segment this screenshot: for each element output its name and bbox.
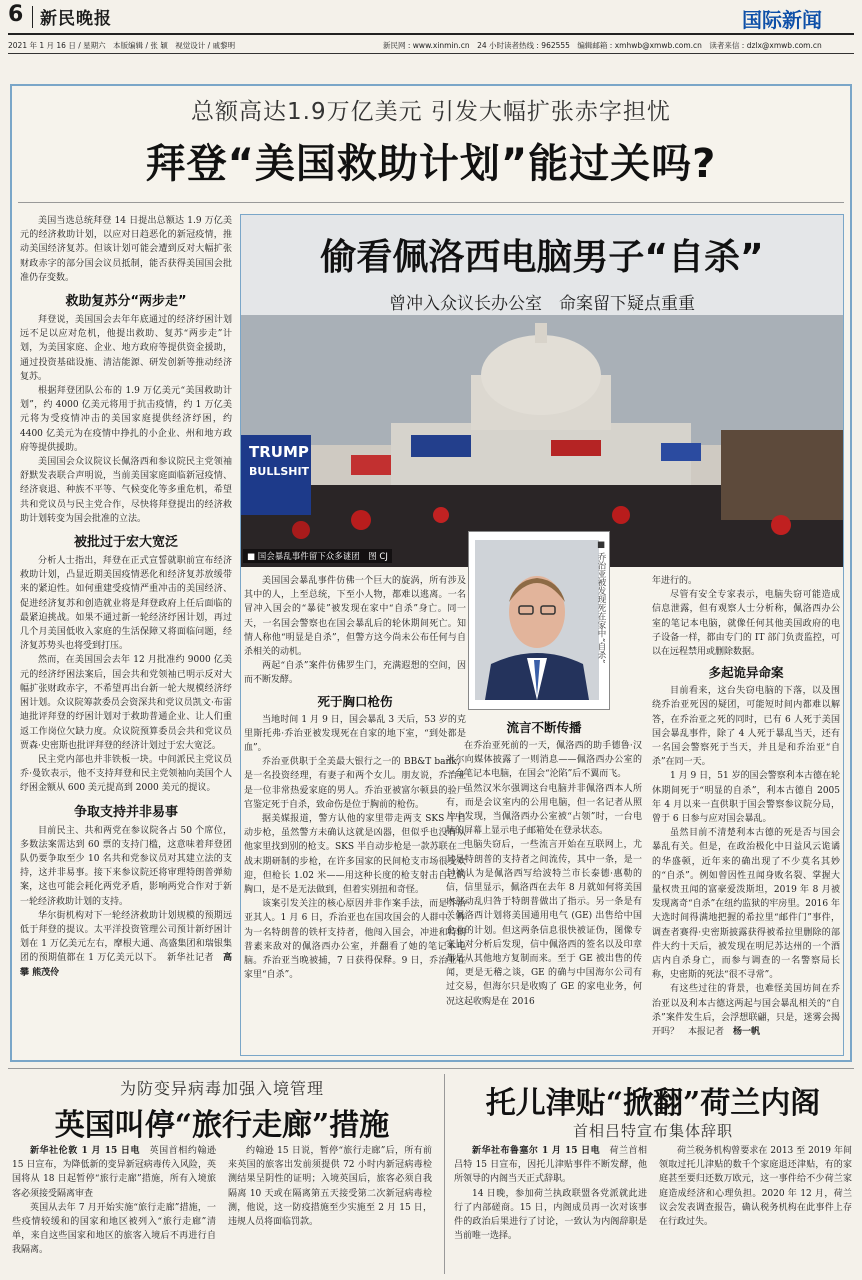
paragraph: 电脑失窃后，一些流言开始在互联网上，尤其是特朗普的支持者之间流传，其中一条，是一封被认为是佩洛西写给波特兰市长泰德·惠勒的信，信里显示，佩洛西在去年 8 月就如何将美国内部动乱归咎于特朗普做出了指示。另一条是有关佩洛西计划将美国通用电气 (GE) 出售给中国企业的计划。但这两条信息很快被证伪，图像专家比对分析后发现，信中佩洛西的签名以及印章都是从其他地方复制而来。至于 GE 被出售的传闻，更是无稽之谈，GE 的确与中国海尔公司有过交易，但海尔只是收购了 GE 的家电业务，何况这起收购是在 2016 <box>446 840 642 1007</box>
feature-column-3 <box>652 574 840 1050</box>
byline: 杨一帆 <box>733 1027 761 1038</box>
paragraph: 民主党内部也并非铁板一块。中间派民主党议员乔·曼钦表示，他不支持拜登和民主党领袖向美国个人纾困金额从 600 美元提高到 2000 美元的提议。 <box>20 754 232 794</box>
feature-column-1 <box>244 574 466 1050</box>
feature-headline: 偷看佩洛西电脑男子“自杀” <box>320 237 764 278</box>
capitol-riot-photo <box>241 315 843 567</box>
paragraph <box>652 982 840 1039</box>
uk-headline: 英国叫停“旅行走廊”措施 <box>54 1108 390 1143</box>
paragraph: 乔治亚供职于全美最大银行之一的 BB&T bank，是一名投资经理，有妻子和两个女儿。朋友说，乔治亚是一位非常热爱家庭的男人。乔治亚被富尔顿县的验尸官鉴定死于自杀，致命伤是位于胸前的枪伤。 <box>244 757 466 810</box>
portrait-photo-frame <box>468 531 610 710</box>
section-title: 国际新闻 <box>742 8 822 32</box>
dutch-headline: 托儿津贴“掀翻”荷兰内阁 <box>485 1086 821 1121</box>
subhead-3: 争取支持并非易事 <box>73 804 178 820</box>
paragraph <box>12 1144 216 1201</box>
feature-header <box>241 215 843 315</box>
paragraph: 拜登说，美国国会去年年底通过的经济纾困计划远不足以应对危机，他提出救助、复苏“两步走”计划，为美国家庭、企业、地方政府等提供资金援助，通过投资基础设施、清洁能源、研发创新等推动经济复苏。 <box>20 315 232 382</box>
riot-banner-bullshit: BULLSHIT <box>249 465 310 478</box>
paragraph-text: 荷兰首相吕特 15 日宣布，因托儿津贴事件不断发酵，他所领导的内阁当天正式辞职。 <box>454 1146 647 1185</box>
paragraph: 14 日晚，参加荷兰执政联盟各党派就此进行了内部磋商。15 日，内阁成员再一次对该事件的政治后果进行了讨论，一致认为内阁辞职是当前唯一选择。 <box>454 1188 647 1242</box>
paragraph: 荷兰税务机构曾要求在 2013 至 2019 年间领取过托儿津贴的数千个家庭退还津贴，有的家庭甚至要归还数万欧元，这一事件给不少荷兰家庭造成经济和心理负担。2020 年 12 月，荷兰议会发表调查报告，确认税务机构在此事件上存在行政过失。 <box>659 1146 852 1228</box>
paragraph: 年进行的。 <box>652 576 698 586</box>
feature-subhead-2: 流言不断传播 <box>506 720 582 735</box>
dutch-story <box>452 1072 854 1276</box>
paragraph-text: 华尔街机构对下一轮经济救助计划规模的预期远低于拜登的提议。太平洋投资管理公司预计新纾困计划在 1 万亿美元左右，摩根大通、高盛集团和瑞银集团的预期值都在 1 万亿美元以下。 新华社记者 <box>20 910 232 964</box>
subhead-2: 被批过于宏大宽泛 <box>73 535 178 551</box>
date-line: 2021 年 1 月 16 日 / 星期六 本版编辑 / 张 颖 视觉设计 / 戚黎明 <box>8 41 236 50</box>
main-story-column <box>20 214 232 1054</box>
paragraph: 目前看来，这台失窃电脑的下落，以及围绕乔治亚死因的疑团，可能短时间内都难以解答，在乔治亚之死的同时，已有 6 人死于美国国会暴乱事件，除了 4 人死于暴乱当天，还有一名国会警察死于当天，并且是和乔治亚“自杀”在同一天。 <box>652 686 840 768</box>
paragraph: 美国国会众议院议长佩洛西和参议院民主党领袖舒默发表联合声明说，当前美国家庭面临新冠疫情、经济衰退、种族不平等、气候变化等多重危机，希望共和党议员与民主党合作，尽快将拜登提出的经济救助计划转变为国会批准的立法。 <box>20 457 232 524</box>
paragraph <box>454 1144 647 1187</box>
main-lead: 美国当选总统拜登 14 日提出总额达 1.9 万亿美元的经济救助计划，以应对日趋恶化的新冠疫情，推动美国经济复苏。但该计划可能会遭到反对大幅扩张财政赤字的部分国会议员抵制，能否获得美国国会批准仍存变数。 <box>20 216 232 283</box>
paragraph: 尽管有安全专家表示，电脑失窃可能造成信息泄露，但有观察人士分析称，佩洛西办公室的笔记本电脑，就像任何其他美国政府的电子设备一样，都由专门的 IT 部门负责监控，可以在远程禁用或删除数据。 <box>652 590 840 658</box>
main-kicker: 总额高达1.9万亿美元 引发大幅扩张赤字担忧 <box>191 99 671 125</box>
feature-subhead-1: 死于胸口枪伤 <box>317 693 393 709</box>
feature-subhead-3: 多起诡异命案 <box>708 665 784 681</box>
byline: 高攀 熊茂伶 <box>20 953 232 978</box>
portrait-icon <box>475 540 599 700</box>
paragraph-text: 有这些过往的背景，也难怪美国坊间在乔治亚以及利本古德这两起与国会暴乱相关的“自杀”案件发生后，会浮想联翩，只是，迷雾会揭开吗？ 本报记者 <box>652 984 840 1038</box>
paragraph: 当地时间 1 月 9 日，国会暴乱 3 天后，53 岁的克里斯托弗·乔治亚被发现死在自家的地下室，“到处都是血”。 <box>244 714 466 754</box>
uk-body <box>12 1144 432 1274</box>
uk-story <box>10 1072 434 1276</box>
riot-banner-trump: TRUMP <box>249 443 309 461</box>
paragraph: 美国国会暴乱事件仿佛一个巨大的旋涡，所有涉及其中的人，上至总统，下至小人物，都难以逃离。一名冒冲入国会的“暴徒”被发现在家中“自杀”身亡。同一天，一名国会警察也在国会暴乱后的轮休期间死亡。知情人称他“明显是自杀”，但警方这今尚未公布任何与自杀相关的动机。 <box>244 576 466 658</box>
masthead-divider-icon <box>32 6 33 28</box>
contact-line: 新民网 : www.xinmin.cn 24 小时读者热线 : 962555 编辑邮箱 : xmhwb@xmwb.com.cn 读者来信 : dzlx@xmwb.com.cn <box>383 41 822 50</box>
paragraph <box>20 909 232 980</box>
subhead-1: 救助复苏分“两步走” <box>65 294 187 310</box>
portrait-caption: ■ 乔治亚被发现死在家中“自杀” <box>596 540 606 664</box>
paper-name: 新民晚报 <box>40 9 112 29</box>
paragraph: 据美媒报道，警方认他的家里带走两支 SKS 半自动步枪，虽然警方未确认这就是凶器，但似乎也没有从他家里找到别的枪支。SKS 半自动步枪是一款苏联在二战末期研制的步枪，在许多国家的民间枪支市场很受欢迎，但枪长 1.02 米——用这种长度的枪支射击自己的胸口，是不是无法做到，但着实别扭和奇怪。 <box>244 814 466 896</box>
paragraph: 虽然汉米尔强调这台电脑并非佩洛西本人所有，而是会议室内的公用电脑，但一名记者从照片中发现，当佩洛西办公室被“占领”时，一台电脑的屏幕上显示电子邮箱处在登录状态。 <box>446 783 642 837</box>
uk-kicker: 为防变异病毒加强入境管理 <box>119 1079 324 1098</box>
paragraph: 英国从去年 7 月开始实施“旅行走廊”措施，一些疫情较缓和的国家和地区被列入“旅行走廊”清单，来自这些国家和地区的旅客入境后不再进行自我隔离。 <box>12 1202 216 1256</box>
paragraph: 然而，在美国国会去年 12 月批准约 9000 亿美元的经济纾困法案后，国会共和党领袖已明示反对大幅扩张财政赤字，不希望再出台新一轮大规模经济纾困计划。众议院筹款委员会资深共和党议员凯文·布雷迪批评拜登的纾困计划对于救助普通企业、让人们重返工作岗位欠缺力度。众议院预算委员会共和党议员贾森·史密斯也批评拜登的经济计划过于宏大宽泛。 <box>20 655 232 751</box>
dutch-body <box>454 1144 852 1274</box>
paragraph: 在乔治亚死前的一天，佩洛西的助手德鲁·汉米尔向媒体披露了一则消息——佩洛西办公室的一台笔记本电脑，在国会“沦陷”后不翼而飞。 <box>446 741 642 780</box>
paragraph: 约翰逊 15 日说，暂停“旅行走廊”后，所有前来英国的旅客出发前须提供 72 小时内新冠病毒检测结果呈阴性的证明；入境英国后，旅客必须自我隔离 10 天或在隔离第五天接受第二次新冠病毒检测，他说，这一防疫措施至少实施至 2 月 15 日，违规人员将面临罚款。 <box>228 1146 432 1228</box>
dateline: 新华社伦敦 1 月 15 日电 <box>30 1146 141 1156</box>
paragraph: 根据拜登团队公布的 1.9 万亿美元“美国救助计划”，约 4000 亿美元将用于抗击疫情，约 1 万亿美元将为受疫情冲击的美国家庭提供经济纾困，约 4400 亿美元为在疫情中挣扎的小企业、州和地方政府等提供援助。 <box>20 386 232 453</box>
paragraph: 目前民主、共和两党在参议院各占 50 个席位，多数法案需达到 60 票的支持门槛，这意味着拜登团队仍要争取至少 10 名共和党参议员对其建立法的支持，这并非易事。接下来参议院还将审理特朗普弹劾案，这也可能会耗化两党矛盾，影响两党合作对于新一轮经济救助计划的支持。 <box>20 825 232 907</box>
paragraph: 虽然目前不清楚利本古德的死是否与国会暴乱有关。但是，在政治极化中日益风云诡谲的华盛顿，近年来的确出现了不少莫名其妙的“自杀”。例如曾因性丑闻身败名裂、掌握大量权贵丑闻的富豪爱泼斯坦，2019 年 8 月被发现离奇“自杀”在纽约监狱的牢房里。2016 年大选时间得满地把握的希拉里“邮件门”事件，调查者赛得·史密斯披露获得被希拉里删除的部件大约十天后，被发现在明尼苏达州的一个酒店内自杀身亡，而参与调查的一名警察局长称，史密斯的死法“很不寻常”。 <box>652 828 840 981</box>
paragraph: 两起“自杀”案件仿佛罗生门，充满遐想的空间，因而不断发酵。 <box>244 661 466 686</box>
paragraph: 1 月 9 日，51 岁的国会警察利本古德在轮休期间死于“明显的自杀”，利本古德自 2005 年 4 月以来一直供职于国会警察参议院分局，曾于 6 日参与应对国会暴乱。 <box>652 771 840 825</box>
column-divider <box>444 1074 445 1274</box>
page-number: 6 <box>8 2 24 27</box>
main-headline: 拜登“美国救助计划”能过关吗? <box>145 141 717 187</box>
feature-column-2 <box>446 714 642 1050</box>
feature-subhead: 曾冲入众议长办公室 命案留下疑点重重 <box>389 294 695 314</box>
photo-caption: ■ 国会暴乱事件留下众多谜团 图 CJ <box>243 549 392 563</box>
masthead <box>0 0 862 55</box>
dateline: 新华社布鲁塞尔 1 月 15 日电 <box>472 1146 601 1156</box>
dutch-subhead: 首相吕特宣布集体辞职 <box>572 1122 733 1140</box>
paragraph-text: 英国首相约翰逊 15 日宣布，为降低新的变异新冠病毒传入风险，英国将从 18 日起暂停“旅行走廊”措施，所有入境旅客必须接受隔离审查 <box>12 1146 216 1199</box>
capitol-building-icon <box>241 315 843 567</box>
paragraph: 分析人士指出，拜登在正式宣誓就职前宣布经济救助计划，凸显近期美国疫情恶化和经济复苏放缓带来的紧迫性。如何重建受疫情严重冲击的美国经济、促进经济复苏和创造就业将是拜登政府上任后面临的最紧迫挑战。如果不通过新一轮经济纾困计划，再过几个月美国低收入家庭的生活保障又将面临问题，经济复苏势头也将受到打压。 <box>20 556 232 652</box>
paragraph: 该案引发关注的核心原因并非作案手法，而是乔治亚其人。1 月 6 日，乔治亚也在国攻国会的人群中。作为一名特朗普的铁杆支持者，他闯入国会，冲进和特朗普素来敌对的佩洛西办公室，并翻看了她的笔记本电脑。乔治亚当晚被捕，7 日获得保释。9 日，乔治亚在家里“自杀”。 <box>244 899 466 981</box>
